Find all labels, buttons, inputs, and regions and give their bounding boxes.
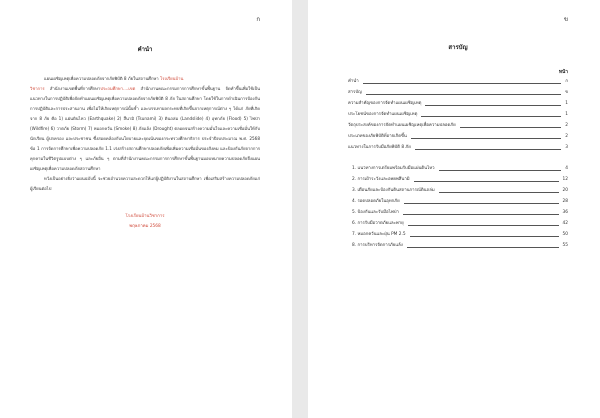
toc-leader-line [414,181,559,182]
toc-row [348,229,568,240]
toc-entry-label: ประโยชน์ของการจัดทำแผนเผชิญเหตุ [348,112,418,117]
toc-entry-label: 5. ป้องกันและรับมือไฟป่า [352,210,399,215]
toc-row [348,87,568,98]
toc-entry-page: 42 [562,221,568,226]
toc-leader-line [404,203,559,204]
toc-row [348,142,568,153]
toc-row [348,240,568,251]
toc-row [348,131,568,142]
preface-paragraph-1 [30,74,260,174]
preface-title: คำนำ [137,46,153,53]
toc-leader-line [425,105,561,106]
school-name-highlight: โรงเรียนบ้าน [159,76,184,81]
toc-entry-page: 2 [565,123,568,128]
toc-leader-line [363,83,562,84]
toc-title: สารบัญ [448,44,468,51]
toc-entry-page: 12 [562,177,568,182]
toc-leader-line [460,127,562,128]
page-number: ก [256,16,260,23]
school-name-highlight-2: วิชาการ [30,86,45,91]
preface-text: สำนักงานเขตพื้นที่การศึกษา [44,86,101,91]
toc-entry-label: 8. การบริหารจัดการภัยแล้ง [352,243,403,248]
toc-entry-page: 1 [565,112,568,117]
toc-entry-page: 20 [562,188,568,193]
toc-entry-label: ประเภทของภัยพิบัติที่อาจเกิดขึ้น [348,134,407,139]
toc-leader-line [439,192,559,193]
toc-leader-line [403,214,559,215]
toc-leader-line [415,149,561,150]
toc-page-column-label: หน้า [558,70,568,75]
toc-leader-line [439,170,562,171]
toc-entry-label: ความสำคัญของการจัดทำแผนเผชิญเหตุ [348,101,422,106]
toc-entry-page: 1 [565,101,568,106]
toc-entry-label: วัตถุประสงค์ของการจัดทำแผนเผชิญเหตุเพื่อความปลอดภัย [348,123,456,128]
toc-page [308,0,600,418]
toc-entry-page: 55 [562,243,568,248]
toc-row [348,185,568,196]
toc-row [348,218,568,229]
preface-text: สำนักงานคณะกรรมการการศึกษาขั้นพื้นฐาน จัดทำขึ้นเพื่อใช้เป็นแนวทางในการปฏิบัติเพื่อจัดทำแผนเผชิญเหตุเพื่อความปลอดภัยจากภัยพิบัติ 8 ภัย ในสถานศึกษา โดยใช้ในการดำเนินการป้องกัน การปฏิบัติและการประสานงาน เพื่อไม่ให้เกิดเหตุการณ์นั้นซ้ำ และบรรเทาผลกระทบที่เกิดขึ้นจากเหตุการณ์ต่าง ๆ ได้แก่ ภัยที่เกิดจาก 8 ภัย คือ 1) แผ่นดินไหว (Earthquake) 2) สึนามิ (Tsunami) 3) ดินถล่ม (Landslide) 4) อุทกภัย (Flood) 5) ไฟป่า (Wildfire) 6) วาตภัย (Storm) 7) หมอกควัน (Smoke) 8) ภัยแล้ง (Drought) ตลอดจนสร้างความมั่นใจและความเชื่อมั่นให้กับนักเรียน ผู้ปกครอง และประชาชน ซึ่งสอดคล้องกับนโยบายและจุดเน้นของกระทรวงศึกษาธิการ ประจำปีงบประมาณ พ.ศ. 2568 ข้อ 1 การจัดการศึกษาเพื่อความปลอดภัย 1.1 เร่งสร้างสถานศึกษาปลอดภัยเพื่อเพิ่มความเชื่อมั่นของสังคม และป้องกันภัยจากการคุกคามในชีวิตรูปแบบต่าง ๆ และภัยอื่น ๆ ตามที่สำนักงานคณะกรรมการการศึกษาขั้นพื้นฐานมอบหมายความปลอดภัยจึงแผนเผชิญเหตุเพื่อความปลอดภัยสถานศึกษา [30,86,261,171]
preface-paragraph-2: หวังเป็นอย่างยิ่งว่าแผนฉบับนี้ จะช่วยอำนวยความสะดวกให้แก่ผู้ปฏิบัติงานในสถานศึกษา เพื่อเสริมสร้างความปลอดภัยแก่ผู้เรียนต่อไป [30,176,260,191]
toc-row [348,174,568,185]
toc-leader-line [366,94,561,95]
signature-name: โรงเรียนบ้านวิชาการ [125,214,165,219]
toc-spacer [348,153,568,163]
toc-entry-label: คำนำ [348,79,359,84]
preface-page [0,0,292,418]
toc-entry-page: ข [565,90,568,95]
toc-leader-line [410,236,559,237]
toc-row [348,109,568,120]
toc-entry-page: 2 [565,134,568,139]
toc-entry-page: 28 [562,199,568,204]
toc-entry-label: 1. แนวทางการเตรียมพร้อมรับมือแผ่นดินไหว [352,166,435,171]
toc-leader-line [407,247,559,248]
toc-leader-line [411,138,561,139]
toc-row [348,98,568,109]
toc-entry-page: 36 [562,210,568,215]
toc-entry-page: ก [565,79,568,84]
toc-row [348,120,568,131]
toc-leader-line [421,116,561,117]
page-number: ข [563,16,568,23]
signature-date: พฤษภาคม 2568 [129,224,161,229]
toc-entry-page: 3 [565,145,568,150]
toc-entry-label: 3. เตือนภัยและป้องกันดินสถานการณ์ดินถล่ม [352,188,435,193]
toc-entry-page: 4 [565,166,568,171]
preface-text: แผนเผชิญเหตุเพื่อความปลอดภัยจากภัยพิบัติ 8 ภัยในสถานศึกษา [44,76,160,81]
toc-row [348,207,568,218]
toc-row [348,163,568,174]
toc-leader-line [408,225,559,226]
toc-entry-label: 6. การรับมือวาตภัยและพายุ [352,221,404,226]
toc-entry-label: 7. หมอกควันและฝุ่น PM 2.5 [352,232,406,237]
toc-entry-page: 50 [562,232,568,237]
toc-entry-label: แนวทางในการรับมือภัยพิบัติ 8 ภัย [348,145,411,150]
toc-row [348,76,568,87]
toc-list [348,76,568,251]
education-area-highlight: ประถมศึกษา....เขต [100,86,136,91]
toc-entry-label: 2. การเฝ้าระวังและอพยพสึนามิ [352,177,410,182]
toc-entry-label: สารบัญ [348,90,362,95]
toc-row [348,196,568,207]
toc-entry-label: 4. รอดปลอดภัยในอุทกภัย [352,199,400,204]
